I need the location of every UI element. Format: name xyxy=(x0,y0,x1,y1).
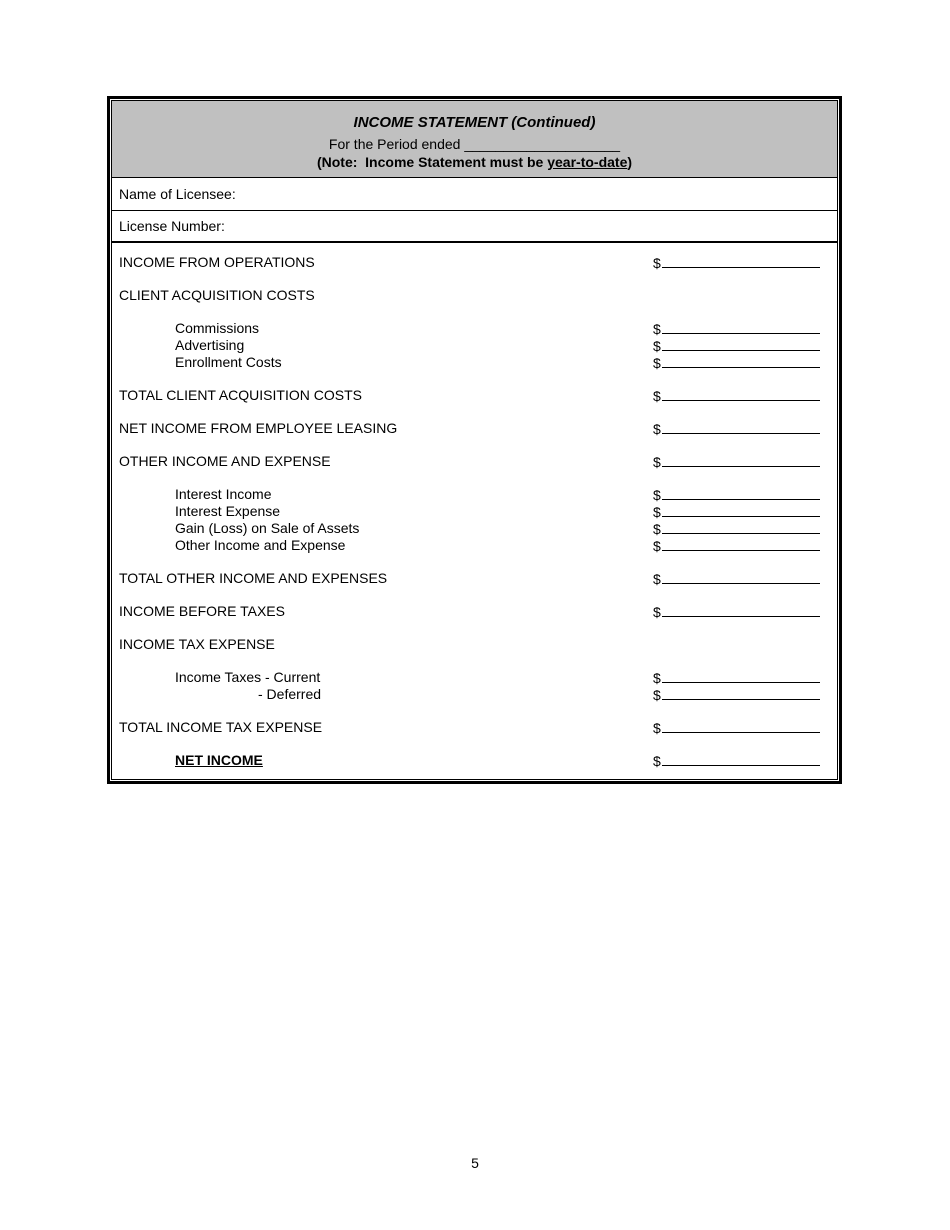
amount-blank-line[interactable] xyxy=(662,537,820,551)
line-item-row xyxy=(119,420,837,437)
note-line xyxy=(112,154,837,171)
amount-blank-line[interactable] xyxy=(662,686,820,700)
amount-blank-line[interactable] xyxy=(662,719,820,733)
amount-field[interactable] xyxy=(653,669,820,687)
amount-field[interactable] xyxy=(653,603,820,621)
line-item-label: Gain (Loss) on Sale of Assets xyxy=(175,520,360,536)
line-item-row xyxy=(119,537,837,554)
amount-blank-line[interactable] xyxy=(662,486,820,500)
line-item-label: Income Taxes - Current xyxy=(175,669,321,685)
line-item-section xyxy=(119,636,837,653)
amount-field[interactable] xyxy=(653,520,820,538)
line-item-label: Commissions xyxy=(175,320,260,336)
line-item-section xyxy=(119,287,837,304)
amount-field[interactable] xyxy=(653,354,820,372)
line-item-row xyxy=(119,486,837,503)
line-item-label: OTHER INCOME AND EXPENSE xyxy=(119,453,331,469)
dollar-sign: $ xyxy=(653,687,661,703)
dollar-sign: $ xyxy=(653,753,661,769)
amount-field[interactable] xyxy=(653,453,820,471)
amount-blank-line[interactable] xyxy=(662,520,820,534)
line-item-row xyxy=(119,603,837,620)
line-item-row xyxy=(119,636,837,653)
line-item-label: - Deferred xyxy=(258,686,322,702)
line-item-section xyxy=(119,486,837,554)
line-item-label: INCOME FROM OPERATIONS xyxy=(119,254,315,270)
amount-field[interactable] xyxy=(653,752,820,770)
name-of-licensee-row xyxy=(112,178,837,211)
dollar-sign: $ xyxy=(653,720,661,736)
line-item-section xyxy=(119,752,837,769)
line-item-row xyxy=(119,570,837,587)
amount-field[interactable] xyxy=(653,320,820,338)
line-item-label: INCOME BEFORE TAXES xyxy=(119,603,285,619)
amount-field[interactable] xyxy=(653,686,820,704)
amount-blank-line[interactable] xyxy=(662,503,820,517)
line-item-label: Interest Income xyxy=(175,486,272,502)
amount-blank-line[interactable] xyxy=(662,320,820,334)
income-statement-form xyxy=(107,96,842,784)
line-item-row xyxy=(119,287,837,304)
line-item-label: TOTAL CLIENT ACQUISITION COSTS xyxy=(119,387,362,403)
amount-field[interactable] xyxy=(653,486,820,504)
dollar-sign: $ xyxy=(653,487,661,503)
name-of-licensee-label: Name of Licensee: xyxy=(119,186,236,202)
amount-blank-line[interactable] xyxy=(662,453,820,467)
line-item-section xyxy=(119,669,837,703)
line-item-section xyxy=(119,387,837,404)
form-title: INCOME STATEMENT (Continued) xyxy=(353,114,596,131)
note-underlined-text: year-to-date xyxy=(547,154,628,170)
amount-blank-line[interactable] xyxy=(662,603,820,617)
line-item-row xyxy=(119,337,837,354)
line-item-row xyxy=(119,254,837,271)
line-item-label: NET INCOME FROM EMPLOYEE LEASING xyxy=(119,420,398,436)
line-item-section xyxy=(119,254,837,271)
line-item-row xyxy=(119,453,837,470)
line-item-row xyxy=(119,719,837,736)
line-item-row xyxy=(119,387,837,404)
form-header xyxy=(112,101,837,178)
amount-blank-line[interactable] xyxy=(662,354,820,368)
amount-blank-line[interactable] xyxy=(662,337,820,351)
amount-blank-line[interactable] xyxy=(662,420,820,434)
line-item-row xyxy=(119,669,837,686)
line-item-section xyxy=(119,320,837,371)
license-number-label: License Number: xyxy=(119,218,225,234)
line-item-row xyxy=(119,752,837,769)
line-items xyxy=(112,243,837,779)
dollar-sign: $ xyxy=(653,504,661,520)
license-number-row xyxy=(112,211,837,243)
amount-field[interactable] xyxy=(653,254,820,272)
dollar-sign: $ xyxy=(653,338,661,354)
dollar-sign: $ xyxy=(653,388,661,404)
amount-blank-line[interactable] xyxy=(662,752,820,766)
amount-blank-line[interactable] xyxy=(662,254,820,268)
line-item-label: Advertising xyxy=(175,337,245,353)
form-table xyxy=(111,100,838,780)
period-line xyxy=(112,136,837,153)
dollar-sign: $ xyxy=(653,670,661,686)
name-of-licensee-field[interactable] xyxy=(236,178,837,210)
line-item-label: INCOME TAX EXPENSE xyxy=(119,636,275,652)
dollar-sign: $ xyxy=(653,355,661,371)
line-item-row xyxy=(119,520,837,537)
dollar-sign: $ xyxy=(653,321,661,337)
dollar-sign: $ xyxy=(653,538,661,554)
line-item-section xyxy=(119,603,837,620)
line-item-row xyxy=(119,503,837,520)
dollar-sign: $ xyxy=(653,454,661,470)
line-item-label: Enrollment Costs xyxy=(175,354,282,370)
period-text: For the Period ended ____________________ xyxy=(328,136,621,152)
line-item-label: CLIENT ACQUISITION COSTS xyxy=(119,287,315,303)
amount-field[interactable] xyxy=(653,387,820,405)
line-item-label: TOTAL OTHER INCOME AND EXPENSES xyxy=(119,570,388,586)
amount-field[interactable] xyxy=(653,570,820,588)
line-item-label: Interest Expense xyxy=(175,503,281,519)
amount-blank-line[interactable] xyxy=(662,387,820,401)
dollar-sign: $ xyxy=(653,604,661,620)
line-item-section xyxy=(119,570,837,587)
dollar-sign: $ xyxy=(653,255,661,271)
note-suffix: ) xyxy=(627,154,633,170)
amount-blank-line[interactable] xyxy=(662,669,820,683)
line-item-label: Other Income and Expense xyxy=(175,537,346,553)
line-item-row xyxy=(119,686,837,703)
line-item-row xyxy=(119,320,837,337)
dollar-sign: $ xyxy=(653,421,661,437)
line-item-section xyxy=(119,719,837,736)
dollar-sign: $ xyxy=(653,521,661,537)
amount-field[interactable] xyxy=(653,420,820,438)
dollar-sign: $ xyxy=(653,571,661,587)
line-item-label: TOTAL INCOME TAX EXPENSE xyxy=(119,719,323,735)
amount-field[interactable] xyxy=(653,503,820,521)
amount-field[interactable] xyxy=(653,537,820,555)
line-item-section xyxy=(119,453,837,470)
license-number-field[interactable] xyxy=(225,211,837,241)
line-item-section xyxy=(119,420,837,437)
amount-field[interactable] xyxy=(653,337,820,355)
line-item-row xyxy=(119,354,837,371)
amount-field[interactable] xyxy=(653,719,820,737)
note-prefix: (Note: Income Statement must be xyxy=(316,154,548,170)
page-number: 5 xyxy=(471,1155,479,1171)
amount-blank-line[interactable] xyxy=(662,570,820,584)
line-item-label: NET INCOME xyxy=(175,752,263,768)
